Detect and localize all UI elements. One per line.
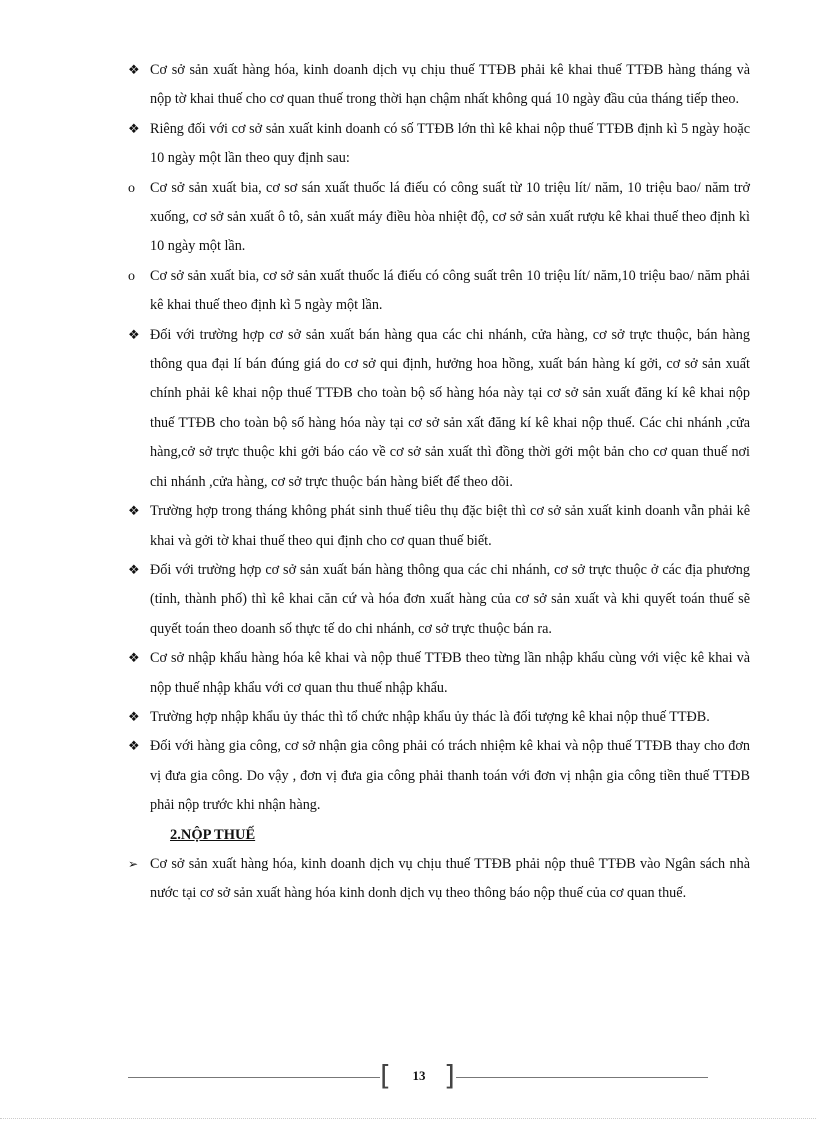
diamond-bullet-icon: ❖ bbox=[128, 562, 140, 578]
bullet-paragraph bbox=[128, 321, 750, 497]
diamond-bullet-icon: ❖ bbox=[128, 709, 140, 725]
footer-rule-left bbox=[128, 1077, 380, 1078]
circle-bullet-icon: o bbox=[128, 180, 135, 196]
arrow-bullet-icon: ➢ bbox=[128, 856, 139, 871]
bullet-paragraph bbox=[128, 644, 750, 703]
paragraph-text: Cơ sở sản xuất hàng hóa, kinh doanh dịch vụ chịu thuế TTĐB phải kê khai thuế TTĐB hàng tháng và nộp tờ khai thuế cho cơ quan thuế trong thời hạn chậm nhất không quá 10 ngày đầu của tháng tiếp theo. bbox=[150, 62, 750, 108]
bullet-paragraph bbox=[128, 703, 750, 732]
paragraph-text: Đối với trường hợp cơ sở sản xuất bán hàng qua các chi nhánh, cửa hàng, cơ sở trực thuộc, bán hàng thông qua đại lí bán đúng giá do cơ sở qui định, hưởng hoa hồng, xuất bán hàng kí gởi, cơ sở sản xuất chính phải kê khai nộp thuế TTĐB cho toàn bộ số hàng hóa này tại cơ sở sản xuất đăng kí kê khai nộp thuế TTĐB cho toàn bộ số hàng hóa này tại cơ sở sản xất đăng kí kê khai nộp thuế. Các chi nhánh ,cửa hàng,cở sở trực thuộc khi gởi báo cáo về cơ sở sản xuất thì đồng thời gởi một bản cho cơ quan thuế nơi chi nhánh ,cửa hàng, cơ sở trực thuộc bán hàng biết để theo dõi. bbox=[150, 326, 750, 490]
page-bottom-divider bbox=[0, 1118, 816, 1119]
circle-bullet-icon: o bbox=[128, 268, 135, 284]
paragraph-text: Riêng đối với cơ sở sản xuất kinh doanh có số TTĐB lớn thì kê khai nộp thuế TTĐB định kì 5 ngày hoặc 10 ngày một lần theo quy định sau: bbox=[150, 120, 750, 167]
paragraph-text: Đối với trường hợp cơ sở sản xuất bán hàng thông qua các chi nhánh, cơ sở trực thuộc ở các địa phương (tỉnh, thành phố) thì kê khai căn cứ và hóa đơn xuất hàng của cơ sở sản xuất và khi quyết toán thuế sẽ quyết toán theo doanh số thực tế do chi nhánh, cơ sở trực thuộc bán ra. bbox=[150, 561, 750, 637]
paragraph-text: Cơ sở nhập khẩu hàng hóa kê khai và nộp thuế TTĐB theo từng lần nhập khẩu cùng với việc kê khai và nộp thuế nhập khẩu với cơ quan thu thuế nhập khẩu. bbox=[150, 650, 750, 696]
paragraph-text: Cơ sở sản xuất bia, cơ sơ sán xuất thuốc lá điếu có công suất từ 10 triệu lít/ năm, 10 triệu bao/ năm trở xuống, cơ sở sản xuất ô tô, sản xuất máy điều hòa nhiệt độ, cơ sở sản xuất rượu kê khai thuế theo định kì 10 ngày một lần. bbox=[150, 179, 750, 255]
arrow-bullet-paragraph bbox=[128, 850, 750, 909]
section-heading: 2.NỘP THUẾ bbox=[170, 826, 256, 843]
footer-rule-right bbox=[456, 1077, 708, 1078]
bullet-paragraph bbox=[128, 556, 750, 644]
right-bracket-icon: ] bbox=[444, 1059, 455, 1092]
page-number: 13 bbox=[412, 1068, 426, 1083]
page-footer bbox=[128, 1059, 708, 1092]
sub-bullet-paragraph bbox=[128, 174, 750, 262]
paragraph-text: Trường hợp trong tháng không phát sinh thuế tiêu thụ đặc biệt thì cơ sở sản xuất kinh doanh vẫn phải kê khai và gởi tờ khai thuế theo qui định cho cơ quan thuế biết. bbox=[150, 503, 750, 549]
diamond-bullet-icon: ❖ bbox=[128, 327, 140, 343]
paragraph-text: Trường hợp nhập khẩu ủy thác thì tổ chức nhập khẩu ủy thác là đối tượng kê khai nộp thuế TTĐB. bbox=[150, 708, 710, 725]
diamond-bullet-icon: ❖ bbox=[128, 121, 140, 137]
page-content bbox=[128, 56, 750, 909]
bullet-paragraph bbox=[128, 56, 750, 115]
diamond-bullet-icon: ❖ bbox=[128, 504, 140, 520]
bullet-paragraph bbox=[128, 497, 750, 556]
paragraph-text: Cơ sở sản xuất bia, cơ sở sản xuất thuốc lá điếu có công suất trên 10 triệu lít/ năm,10 triệu bao/ năm phải kê khai thuế theo định kì 5 ngày một lần. bbox=[150, 267, 750, 314]
diamond-bullet-icon: ❖ bbox=[128, 739, 140, 755]
left-bracket-icon: [ bbox=[380, 1059, 391, 1092]
paragraph-text: Cơ sở sản xuất hàng hóa, kinh doanh dịch vụ chịu thuế TTĐB phải nộp thuê TTĐB vào Ngân sách nhà nước tại cơ sở sản xuất hàng hóa kinh donh dịch vụ theo thông báo nộp thuế của cơ quan thuế. bbox=[150, 855, 750, 902]
sub-bullet-paragraph bbox=[128, 262, 750, 321]
bullet-paragraph bbox=[128, 732, 750, 820]
paragraph-text: Đối với hàng gia công, cơ sở nhận gia công phải có trách nhiệm kê khai và nộp thuế TTĐB thay cho đơn vị đưa gia công. Do vậy , đơn vị đưa gia công phải thanh toán với đơn vị nhận gia công tiền thuế TTĐB phải nộp trước khi nhận hàng. bbox=[150, 738, 750, 814]
diamond-bullet-icon: ❖ bbox=[128, 651, 140, 667]
diamond-bullet-icon: ❖ bbox=[128, 63, 140, 78]
bullet-paragraph bbox=[128, 115, 750, 174]
